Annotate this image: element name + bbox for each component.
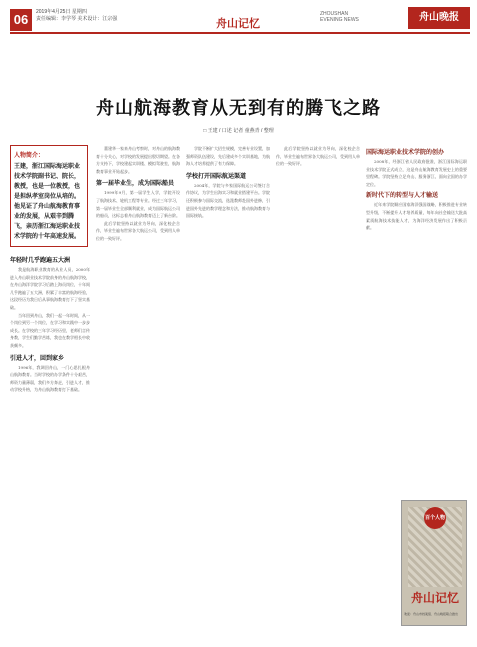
article-byline: □ 王建 / 口述 记者 童燕青 / 整理 — [203, 128, 274, 134]
brand-english: ZHOUSHAN EVENING NEWS — [320, 11, 359, 23]
paragraph: 1999年9月，第一届学生入学，学院开设了航海技术、轮机工程等专业。经过三年学习，第一届毕业生全部顺利就业，成为国际航运公司的船员，这标志着舟山航海教育迈上了新台阶。 — [96, 190, 180, 219]
subhead: 引进人才，回到家乡 — [10, 355, 65, 362]
profile-text: 王建，浙江国际海运职业技术学院副书记、院长，教授，也是一位教授，也是担纵孝室岗位从培的。他见证了舟山航海教育事业的发展，从艰辛到腾飞，亲历浙江海运职业技术学院的十年高速发展。 — [14, 163, 81, 240]
header-meta — [36, 9, 117, 23]
editor-line: 责任编辑：李学琴 美术设计：江宗强 — [36, 16, 118, 22]
profile-label: 人物简介： — [14, 153, 45, 159]
paragraph: 董建华一家来舟山考察时，对舟山的航海教育十分关心，对学校的发展提出殷切期望。在各方支持下，学校建起实训楼、模拟驾驶室，航海教育事业开始起步。 — [96, 146, 180, 174]
series-logo-image — [401, 500, 467, 626]
article-column-4 — [276, 145, 360, 637]
series-caption: 舟山记忆 — [410, 591, 459, 605]
article-headline: 舟山航海教育从无到有的腾飞之路 — [96, 98, 381, 119]
paragraph: 学院不断扩大招生规模，完善专业设置，加强师资队伍建设，先后建成多个实训基地，为航海人才培养提供了有力保障。 — [186, 146, 270, 167]
profile-box — [10, 145, 88, 247]
article-column-3 — [186, 145, 270, 637]
paragraph: 当年回到舟山，我们一起一年时间，从一个岗位到另一个岗位，在学习和实践中一步步成长。在学校的三年学习经历里，老师们言传身教，学生们勤学苦练，我也在教学相长中收获颇多。 — [10, 312, 90, 348]
article-column-1 — [10, 252, 90, 637]
header-rule — [10, 32, 470, 34]
date-line: 2019年4月25日 星期四 — [36, 9, 87, 15]
masthead-brand — [320, 6, 470, 30]
subhead: 学校打开国际航运渠道 — [186, 173, 247, 180]
subhead: 国际海运职业技术学院的创办 — [366, 150, 445, 156]
column-title: 舟山记忆 — [216, 18, 260, 30]
subhead: 第一届毕业生，成为国际船员 — [96, 181, 175, 188]
article-column-2 — [96, 145, 180, 637]
page-number: 06 — [10, 9, 32, 31]
paragraph: 2004年，学院与多家国际航运公司签订合作协议，为学生出海实习和就业搭建平台。学院还积极参与国际交流，选派教师赴国外进修，引进国外先进的教学理念和方法，推动航海教育与国际接轨。 — [186, 182, 270, 219]
paragraph: 近年来学院顺应国家海洋强国战略，积极推进专业转型升级，不断提升人才培养质量，每年向社会输送大批高素质航海技术技能人才，为海洋经济发展作出了积极贡献。 — [366, 202, 467, 231]
paragraph: 1996年，我调回舟山，一门心思扎根舟山航海教育。当时学校的办学条件十分艰苦，师资力量薄弱，我们多方奔走，引进人才，推动学校升格，为舟山航海教育打下基础。 — [10, 364, 90, 393]
brand-logo: 舟山晚报 — [408, 7, 470, 29]
paragraph: 2008年，经浙江省人民政府批准，浙江国际海运职业技术学院正式成立，这是舟山航海教育发展史上的重要里程碑。学院坚持立足舟山、服务浙江、面向全国的办学定位。 — [366, 159, 467, 187]
paragraph: 此后学院坚持以就业为导向，深化校企合作，毕业生遍布世界各大航运公司，受到用人单位的一致好评。 — [276, 146, 360, 167]
subhead: 新时代下的转型与人才输送 — [366, 193, 439, 200]
article-column-5 — [366, 145, 467, 495]
series-footer: 欢迎：舟山市档案馆、舟山晚报联合推出 — [404, 612, 459, 616]
paragraph: 此后学院坚持以就业为导向，深化校企合作，毕业生遍布世界各大航运公司，受到用人单位的一致好评。 — [96, 220, 180, 241]
paragraph: 我是航海职业教育的从业人员，2000年进入舟山职业技术学院前身的舟山航海学校，在舟山海洋学院学习后踏上海员岗位，十年间几乎跑遍了五大洲，积累了丰富的航海经验，这段经历为我日后从事航海教育打下了坚实基础。 — [10, 267, 90, 310]
subhead: 年轻时几乎跑遍五大洲 — [10, 258, 71, 264]
series-badge: 百个人物 — [424, 507, 446, 529]
